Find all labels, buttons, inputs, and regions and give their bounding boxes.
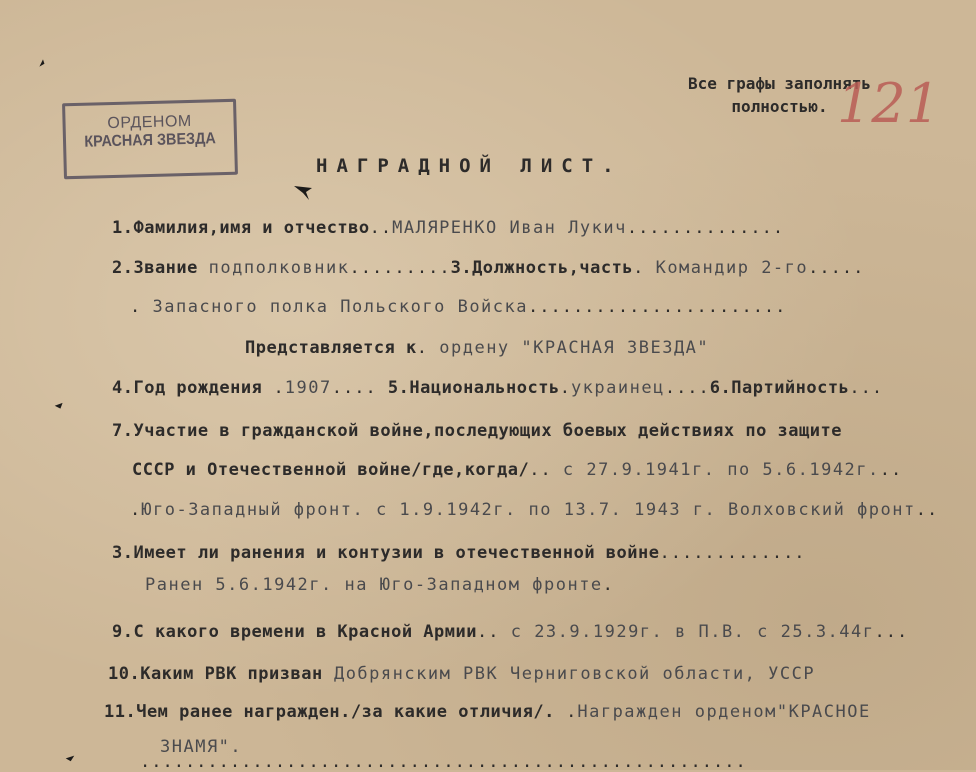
dots: .	[602, 575, 614, 595]
field-4-row	[112, 378, 883, 398]
dots: ..	[477, 622, 511, 642]
field-11-label: 11.Чем ранее награжден./за какие отличия/.	[104, 702, 555, 722]
punch-mark	[36, 58, 50, 68]
stamp-line-2: КРАСНАЯ ЗВЕЗДА	[84, 130, 216, 151]
document-title: НАГРАДНОЙ ЛИСТ.	[316, 155, 623, 177]
field-8-row	[112, 543, 806, 563]
field-5-value: украинец	[570, 378, 665, 398]
field-2-row	[112, 258, 864, 278]
field-7-row-1	[112, 421, 842, 441]
field-7-label-1: 7.Участие в гражданской войне,последующих боевых действиях по защите	[112, 421, 842, 441]
field-7-value-1: с 27.9.1941г. по 5.6.1942г.	[562, 460, 880, 480]
field-10-row	[108, 664, 815, 684]
field-4-label: 4.Год рождения	[112, 378, 263, 398]
svg-text:121: 121	[837, 72, 941, 135]
field-11-value-1: Награжден орденом"КРАСНОЕ	[577, 702, 871, 722]
field-11-dots-row	[140, 752, 747, 772]
dots: .	[130, 500, 142, 520]
field-3-label: 3.Должность,часть	[450, 258, 634, 278]
field-9-row	[112, 622, 908, 642]
dots: ...	[849, 378, 884, 398]
field-7-row-2	[132, 460, 902, 480]
field-11-row	[104, 702, 871, 722]
instruction-line-2: полностью.	[731, 97, 828, 116]
dots: .	[559, 378, 571, 398]
field-7-value-2: Юго-Западный фронт. с 1.9.1942г. по 13.7. 1943 г. Волховский фронт	[141, 500, 916, 520]
field-6-label: 6.Партийность	[709, 378, 850, 398]
dots: ..	[915, 500, 939, 520]
field-9-label: 9.С какого времени в Красной Армии	[112, 622, 477, 642]
dots: ..	[529, 460, 563, 480]
award-stamp	[62, 99, 238, 180]
punch-mark	[52, 400, 66, 410]
dots: ....	[664, 378, 710, 398]
field-3-value: Командир 2-го	[655, 258, 809, 278]
dots: .	[554, 702, 578, 722]
presented-row	[245, 338, 709, 358]
dots: .......................	[528, 297, 787, 317]
dots: .........	[349, 258, 451, 278]
dots: ...	[874, 622, 909, 642]
field-2-label: 2.Звание	[112, 258, 198, 278]
dots: ....	[331, 378, 388, 398]
instruction-line-1: Все графы заполнять	[688, 74, 872, 93]
dots: .	[262, 378, 285, 398]
field-1-value: МАЛЯРЕНКО Иван Лукич	[392, 218, 627, 238]
field-11-value-2: ЗНАМЯ".	[160, 737, 243, 757]
punch-mark	[292, 182, 316, 202]
dots: ..	[369, 218, 393, 238]
field-10-value: Добрянским РВК Черниговской области, УССР	[333, 664, 816, 684]
punch-mark	[63, 752, 77, 762]
field-8-value: Ранен 5.6.1942г. на Юго-Западном фронте	[145, 575, 603, 595]
dots: .	[416, 338, 440, 358]
field-4-value: 1907	[284, 378, 332, 398]
dots: ..............	[626, 218, 785, 238]
field-9-value: с 23.9.1929г. в П.В. с 25.3.44г	[510, 622, 875, 642]
stamp-line-1: ОРДЕНОМ	[107, 112, 192, 133]
field-1-label: 1.Фамилия,имя и отчество	[112, 218, 370, 238]
dots	[323, 664, 334, 684]
dots: ..	[879, 460, 903, 480]
field-3-value-cont: Запасного полка Польского Войска	[152, 297, 528, 317]
dots: ......................................................	[140, 752, 747, 772]
field-10-label: 10.Каким РВК призван	[108, 664, 323, 684]
field-3-cont-row	[130, 297, 786, 317]
handwritten-number	[833, 68, 941, 138]
presented-label: Представляется к	[245, 338, 417, 358]
dots: .	[130, 297, 153, 317]
field-7-row-3	[130, 500, 938, 520]
presented-value: ордену "КРАСНАЯ ЗВЕЗДА"	[439, 338, 710, 358]
field-1-row	[112, 218, 784, 238]
field-5-label: 5.Национальность	[387, 378, 560, 398]
dots: .....	[808, 258, 865, 278]
field-8-value-row	[145, 575, 614, 595]
dots: .............	[659, 543, 806, 563]
field-7-label-2: СССР и Отечественной войне/где,когда/	[132, 460, 530, 480]
dots: .	[633, 258, 656, 278]
field-8-label: 3.Имеет ли ранения и контузии в отечественной войне	[112, 543, 660, 563]
field-2-value: подполковник	[208, 258, 350, 278]
